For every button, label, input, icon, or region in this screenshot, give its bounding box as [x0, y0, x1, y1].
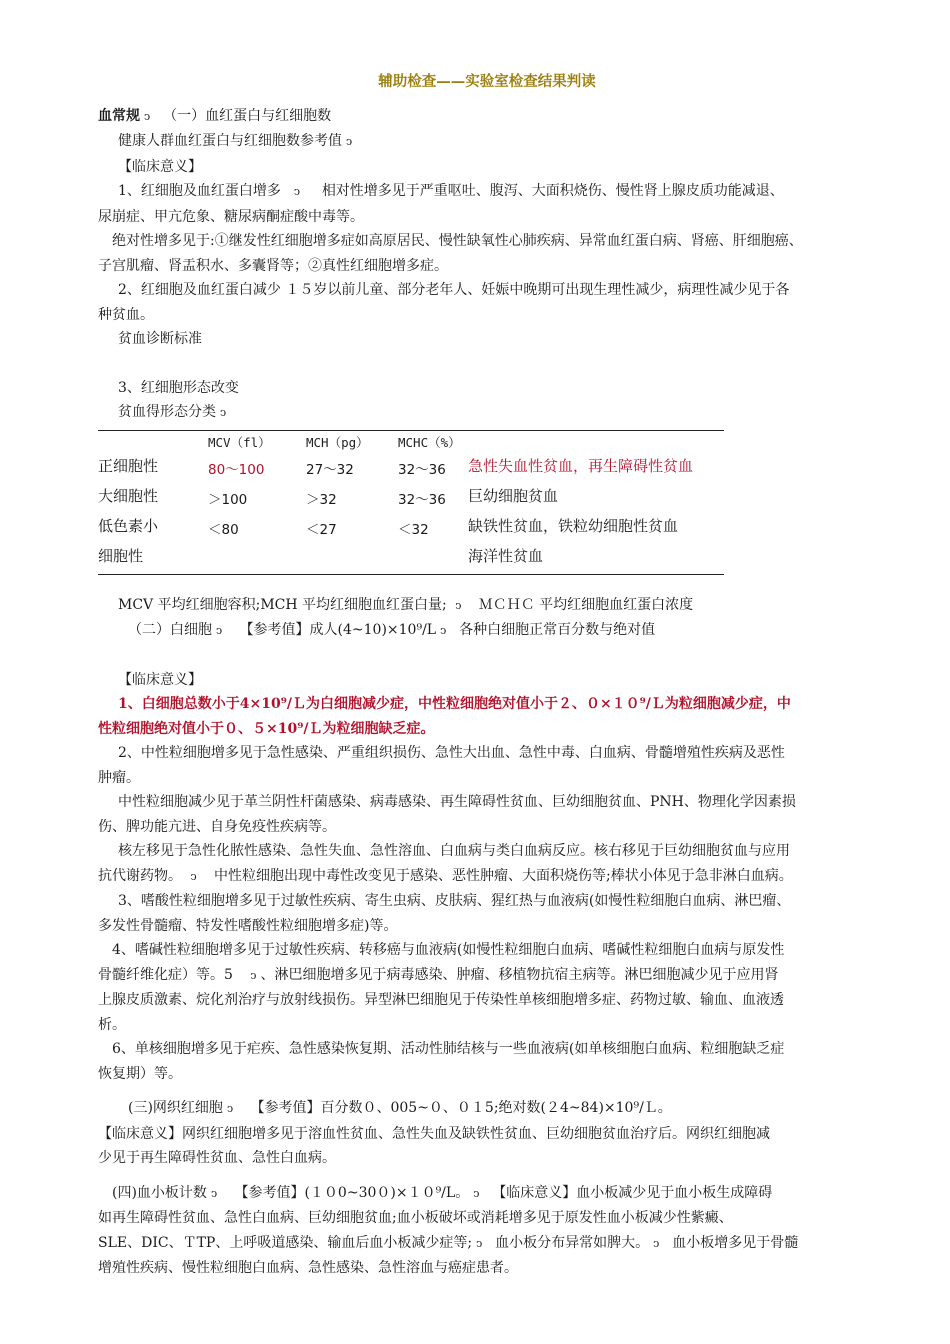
- table-cell: [208, 544, 306, 575]
- wbc-para-6b: 骨髓纤维化症）等。5 ↄ 、淋巴细胞增多见于病毒感染、肿瘤、移植物抗宿主病等。淋巴细胞减少见于应用肾: [98, 963, 858, 989]
- table-cell: 急性失血性贫血，再生障碍性贫血: [468, 456, 694, 475]
- clinical-significance-heading: 【临床意义】: [118, 158, 202, 175]
- table-cell: 大细胞性: [98, 486, 159, 505]
- platelet-line-3: SLE、DIC、ＴTP、上呼吸道感染、输血后血小板减少症等; ↄ 血小板分布异常如脾大。 ↄ 血小板增多见于骨髓: [98, 1231, 858, 1257]
- reticulocyte-clinical-1: 【临床意义】网织红细胞增多见于溶血性贫血、急性失血及缺铁性贫血、巨幼细胞贫血治疗后。网织红细胞减: [98, 1125, 770, 1142]
- table-cell: 巨幼细胞贫血: [468, 486, 559, 505]
- table-cell: 海洋性贫血: [468, 544, 724, 575]
- wbc-para-7: 6、单核细胞增多见于疟疾、急性感染恢复期、活动性肺结核与一些血液病(如单核细胞白血病、粒细胞缺乏症: [112, 1041, 785, 1057]
- table-cell: 32～36: [398, 461, 446, 478]
- wbc-para-3: 中性粒细胞减少见于革兰阴性杆菌感染、病毒感染、再生障碍性贫血、巨幼细胞贫血、PNH、物理化学因素损: [118, 794, 796, 810]
- link-mark-icon: ↄ: [473, 1186, 480, 1200]
- table-row: [98, 514, 724, 544]
- para-1-line-3: 绝对性增多见于:①继发性红细胞增多症如高原居民、慢性缺氧性心肺疾病、异常血红蛋白病、肾癌、肝细胞癌、: [112, 233, 803, 249]
- link-mark-icon: ↄ: [220, 406, 227, 419]
- table-header-mchc: MCHC（%）: [398, 430, 468, 454]
- table-header-mch: MCH（pg）: [306, 430, 398, 454]
- para-2-line-2: 种贫血。: [98, 306, 154, 323]
- table-row: [98, 544, 724, 575]
- link-mark-icon: ↄ: [476, 1236, 483, 1250]
- rbc-morphology-heading: 3、红细胞形态改变: [118, 379, 239, 396]
- blood-routine-label: 血常规: [98, 107, 140, 124]
- table-cell: 细胞性: [98, 544, 208, 575]
- link-mark-icon: ↄ: [653, 1236, 660, 1250]
- table-cell: ＜80: [208, 521, 239, 538]
- link-mark-icon: ↄ: [455, 598, 462, 612]
- table-cell: ＞100: [208, 491, 248, 508]
- table-cell: 27～32: [306, 461, 354, 478]
- anemia-morphology-table: [98, 430, 724, 575]
- blood-routine-heading: [98, 104, 858, 130]
- reference-line: 健康人群血红蛋白与红细胞数参考值 ↄ: [98, 129, 858, 155]
- wbc-red-line-2: 性粒细胞绝对值小于０、５×10⁹/Ｌ为粒细胞缺乏症。: [98, 720, 435, 737]
- wbc-para-6c: 上腺皮质激素、烷化剂治疗与放射线损伤。异型淋巴细胞见于传染性单核细胞增多症、药物过敏、输血、血液透: [98, 992, 784, 1008]
- wbc-para-6: 4、嗜碱性粒细胞增多见于过敏性疾病、转移癌与血液病(如慢性粒细胞白血病、嗜碱性粒细胞白血病与原发性: [112, 942, 785, 958]
- link-mark-icon: ↄ: [210, 1186, 218, 1200]
- wbc-para-2b: 肿瘤。: [98, 769, 140, 786]
- link-mark-icon: ↄ: [216, 624, 223, 637]
- table-row: [98, 454, 724, 484]
- table-cell: 正细胞性: [98, 456, 159, 475]
- document-page: [98, 70, 858, 1281]
- link-mark-icon: ↄ: [346, 135, 353, 148]
- link-mark-icon: ↄ: [293, 185, 300, 198]
- document-title: 辅助检查——实验室检查结果判读: [378, 73, 596, 90]
- para-1-line-2: 尿崩症、甲亢危象、糖尿病酮症酸中毒等。: [98, 208, 364, 225]
- table-cell: [398, 544, 468, 575]
- platelet-heading: (四)血小板计数 ↄ 【参考值】(１０0~30０)×１０⁹/L。 ↄ 【临床意义】血小板减少见于血小板生成障碍: [98, 1181, 858, 1207]
- table-cell: 低色素小: [98, 516, 159, 535]
- wbc-para-5b: 多发性骨髓瘤、特发性嗜酸性粒细胞增多症)等。: [98, 917, 398, 934]
- para-1-line-1: 1、红细胞及血红蛋白增多 ↄ 相对性增多见于严重呕吐、腹泻、大面积烧伤、慢性肾上腺皮质功能减退、: [98, 179, 858, 205]
- platelet-line-4: 增殖性疾病、慢性粒细胞白血病、急性感染、急性溶血与癌症患者。: [98, 1260, 518, 1276]
- section-1-heading: （一）血红蛋白与红细胞数: [163, 107, 332, 124]
- wbc-heading: （二）白细胞 ↄ 【参考值】成人(4~10)×10⁹/L ↄ 各种白细胞正常百分数与绝对值: [98, 618, 858, 644]
- wbc-para-4b: 抗代谢药物。 ↄ 中性粒细胞出现中毒性改变见于感染、恶性肿瘤、大面积烧伤等;棒状小体见于急非淋白血病。: [98, 864, 858, 890]
- wbc-para-5: 3、嗜酸性粒细胞增多见于过敏性疾病、寄生虫病、皮肤病、猩红热与血液病(如慢性粒细胞白血病、淋巴瘤、: [118, 893, 791, 909]
- wbc-para-6d: 析。: [98, 1016, 126, 1033]
- link-mark-icon: ↄ: [440, 624, 447, 637]
- table-cell: 32～36: [398, 491, 446, 508]
- wbc-para-7b: 恢复期）等。: [98, 1065, 182, 1082]
- table-header-cell: [468, 430, 724, 454]
- link-mark-icon: ↄ: [190, 869, 197, 883]
- wbc-para-4: 核左移见于急性化脓性感染、急性失血、急性溶血、白血病与类白血病反应。核右移见于巨幼细胞贫血与应用: [118, 843, 790, 859]
- table-header-cell: [98, 430, 208, 454]
- link-mark-icon: ↄ: [226, 1102, 234, 1115]
- wbc-red-line-1: 1、白细胞总数小于4×10⁹/Ｌ为白细胞减少症，中性粒细胞绝对值小于２、０×１０⁹/Ｌ为粒细胞减少症，中: [118, 696, 791, 712]
- table-cell: 缺铁性贫血，铁粒幼细胞性贫血: [468, 516, 679, 535]
- table-header-mcv: MCV（fl）: [208, 430, 306, 454]
- wbc-clinical-heading: 【临床意义】: [118, 671, 202, 688]
- link-mark-icon: ↄ: [144, 109, 151, 123]
- reticulocyte-heading: (三)网织红细胞 ↄ 【参考值】百分数０、005~０、０１5;绝对数(２4~84)×10⁹/Ｌ。: [98, 1096, 858, 1122]
- table-row: [98, 484, 724, 514]
- para-1-line-4: 子宫肌瘤、肾盂积水、多囊肾等；②真性红细胞增多症。: [98, 257, 448, 274]
- anemia-criteria: 贫血诊断标准: [118, 331, 202, 347]
- wbc-para-3b: 伤、脾功能亢进、自身免疫性疾病等。: [98, 818, 336, 835]
- table-cell: ＜32: [398, 521, 429, 538]
- table-cell: 80～100: [208, 461, 265, 478]
- wbc-para-2: 2、中性粒细胞增多见于急性感染、严重组织损伤、急性大出血、急性中毒、白血病、骨髓增殖性疾病及恶性: [118, 745, 785, 761]
- abbreviation-note: MCV 平均红细胞容积;MCH 平均红细胞血红蛋白量; ↄ ＭＣＨＣ 平均红细胞血红蛋白浓度: [98, 593, 858, 619]
- table-cell: ＞32: [306, 491, 337, 508]
- table-cell: [306, 544, 398, 575]
- table-header-row: [98, 430, 724, 454]
- table-cell: ＜27: [306, 521, 337, 538]
- para-2-line-1: 2、红细胞及血红蛋白减少 １５岁以前儿童、部分老年人、妊娠中晚期可出现生理性减少，病理性减少见于各: [118, 282, 790, 298]
- link-mark-icon: ↄ: [250, 968, 257, 982]
- anemia-classification-heading: 贫血得形态分类 ↄ: [98, 400, 858, 426]
- reticulocyte-clinical-2: 少见于再生障碍性贫血、急性白血病。: [98, 1150, 336, 1166]
- platelet-line-2: 如再生障碍性贫血、急性白血病、巨幼细胞贫血;血小板破坏或消耗增多见于原发性血小板减少性紫癜、: [98, 1210, 733, 1226]
